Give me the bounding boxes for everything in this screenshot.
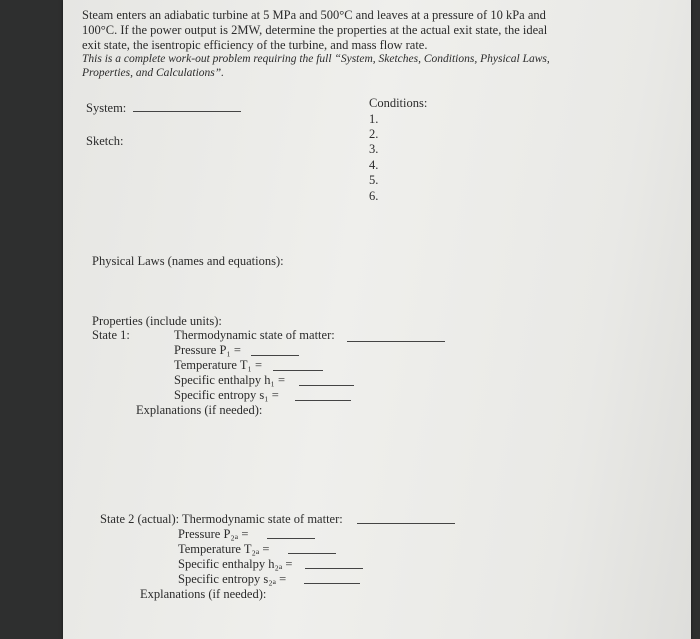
physical-laws-label: Physical Laws (names and equations): [92,254,284,268]
condition-item-5: 5. [369,173,379,187]
state2-thermo-blank[interactable] [357,513,455,524]
state1-enthalpy-blank[interactable] [299,375,354,386]
problem-line-1: Steam enters an adiabatic turbine at 5 MPa and 500°C and leaves at a pressure of 10 kPa and [82,8,546,22]
state2-pressure-label: Pressure P₂ₐ = [178,527,249,541]
condition-item-4: 4. [369,158,379,172]
problem-line-2: 100°C. If the power output is 2MW, determine the properties at the actual exit state, the ideal [82,23,548,37]
state2-heading: State 2 (actual): Thermodynamic state of matter: [100,512,343,526]
condition-item-1: 1. [369,112,379,126]
state1-pressure-label: Pressure P₁ = [174,343,241,357]
conditions-label: Conditions: [369,96,428,110]
system-label: System: [86,101,127,115]
problem-line-3: exit state, the isentropic efficiency of the turbine, and mass flow rate. [82,38,428,52]
state2-entropy-blank[interactable] [304,573,360,584]
state2-enthalpy-label: Specific enthalpy h₂ₐ = [178,557,293,571]
worksheet-page [63,0,691,639]
state1-temperature-label: Temperature T₁ = [174,358,263,372]
state1-explanations-label: Explanations (if needed): [136,403,263,417]
instruction-note-1: This is a complete work-out problem requiring the full “System, Sketches, Conditions, Physical Laws, [82,53,550,65]
state1-entropy-label: Specific entropy s₁ = [174,388,279,402]
state2-explanations-label: Explanations (if needed): [140,587,267,601]
state1-label: State 1: [92,328,130,342]
state1-thermo-label: Thermodynamic state of matter: [174,328,335,342]
state2-enthalpy-blank[interactable] [305,558,363,569]
state1-entropy-blank[interactable] [295,390,351,401]
state2-temperature-blank[interactable] [288,543,336,554]
properties-label: Properties (include units): [92,314,222,328]
system-blank[interactable] [133,101,241,112]
state1-pressure-blank[interactable] [251,345,299,356]
instruction-note-2: Properties, and Calculations”. [82,67,225,79]
condition-item-2: 2. [369,127,379,141]
state1-thermo-blank[interactable] [347,331,445,342]
state1-enthalpy-label: Specific enthalpy h₁ = [174,373,286,387]
condition-item-6: 6. [369,189,379,203]
state2-temperature-label: Temperature T₂ₐ = [178,542,270,556]
state2-pressure-blank[interactable] [267,528,315,539]
state1-temperature-blank[interactable] [273,360,323,371]
condition-item-3: 3. [369,142,379,156]
sketch-label: Sketch: [86,134,124,148]
state2-entropy-label: Specific entropy s₂ₐ = [178,572,287,586]
